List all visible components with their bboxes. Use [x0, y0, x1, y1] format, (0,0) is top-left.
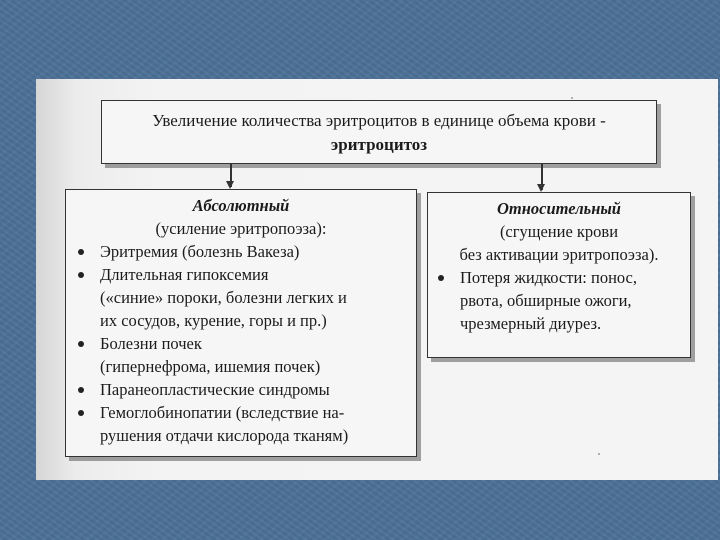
list-item	[66, 240, 416, 263]
relative-heading: Относительный	[497, 199, 621, 218]
list-item-detail: рвота, обширные ожоги,	[460, 291, 632, 310]
list-item-detail: (гипернефрома, ишемия почек)	[100, 357, 321, 376]
list-item-text: Потеря жидкости: понос,	[460, 268, 638, 287]
list-item-detail: («синие» пороки, болезни легких и	[100, 288, 347, 307]
absolute-subheading: (усиление эритропоэза):	[155, 219, 327, 238]
scan-speck	[571, 97, 573, 99]
absolute-causes-list	[66, 240, 416, 447]
list-item	[66, 263, 416, 332]
arrow-to-absolute	[230, 163, 232, 187]
arrow-to-relative	[541, 163, 543, 190]
list-item-text: Гемоглобинопатии (вследствие на-	[100, 403, 345, 422]
list-item	[428, 266, 690, 335]
definition-text: Увеличение количества эритроцитов в единице объема крови -	[152, 111, 606, 130]
relative-causes-list	[428, 266, 690, 335]
list-item	[66, 401, 416, 447]
list-item-text: Паранеопластические синдромы	[100, 380, 330, 399]
relative-erythrocytosis-box	[427, 192, 691, 358]
list-item	[66, 378, 416, 401]
list-item-text: Длительная гипоксемия	[100, 265, 269, 284]
scanned-page	[36, 79, 718, 480]
absolute-erythrocytosis-box	[65, 189, 417, 457]
list-item-text: Болезни почек	[100, 334, 202, 353]
list-item-detail: рушения отдачи кислорода тканям)	[100, 426, 349, 445]
list-item-detail: их сосудов, курение, горы и пр.)	[100, 311, 327, 330]
relative-subheading: (сгущение крови	[499, 222, 619, 241]
erythrocytosis-definition-box	[101, 100, 657, 164]
list-item	[66, 332, 416, 378]
list-item-detail: чрезмерный диурез.	[460, 314, 602, 333]
definition-term: эритроцитоз	[330, 135, 428, 154]
list-item-text: Эритремия (болезнь Вакеза)	[100, 242, 300, 261]
absolute-heading: Абсолютный	[192, 196, 290, 215]
scan-speck	[598, 453, 600, 455]
relative-subheading: без активации эритропоэза).	[459, 245, 659, 264]
